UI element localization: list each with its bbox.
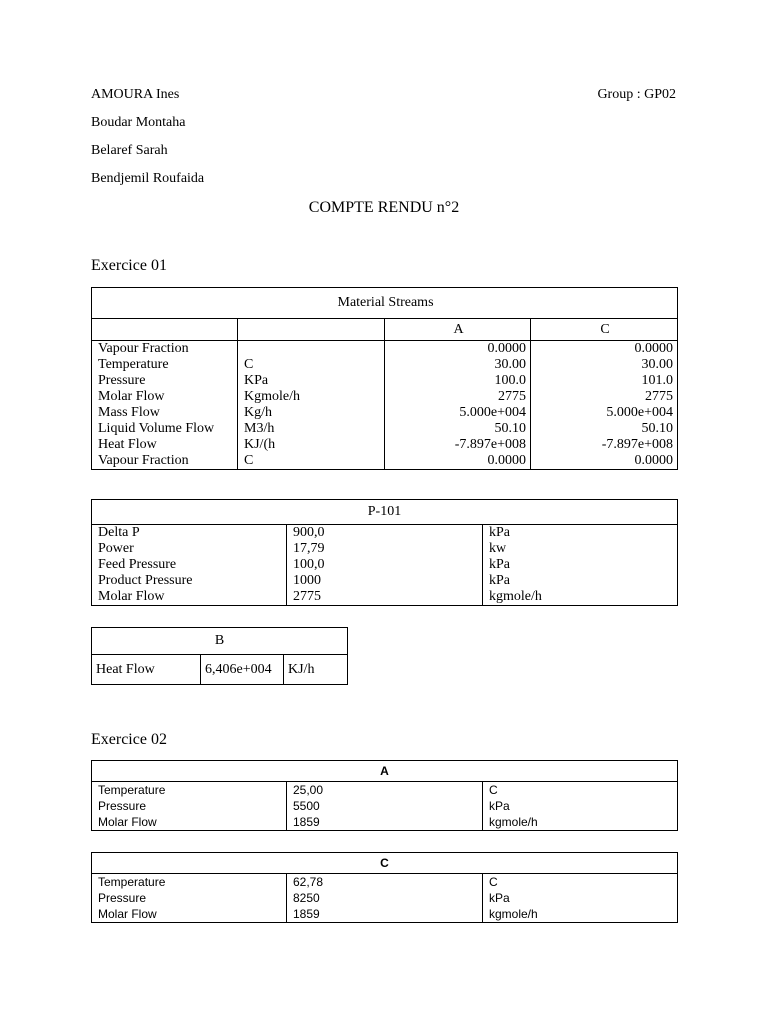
table-cell: C — [238, 453, 385, 470]
table-cell: 5.000e+004 — [385, 405, 531, 421]
table-row — [92, 453, 678, 470]
table-cell: C — [483, 782, 678, 799]
table-cell: kPa — [483, 890, 678, 906]
table-cell: 25,00 — [287, 782, 483, 799]
table-cell: Kgmole/h — [238, 389, 385, 405]
empty-cell — [238, 319, 385, 341]
stream-a-table — [91, 760, 678, 831]
table-cell: 2775 — [531, 389, 678, 405]
stream-c-table — [91, 852, 678, 923]
group-label: Group : GP02 — [597, 87, 676, 102]
table-cell: Vapour Fraction — [92, 453, 238, 470]
table-title: Material Streams — [92, 288, 678, 319]
table-cell: Delta P — [92, 525, 287, 542]
table-cell: KJ/(h — [238, 437, 385, 453]
document-title: COMPTE RENDU n°2 — [308, 199, 460, 216]
exercise-heading: Exercice 02 — [91, 731, 167, 748]
table-row — [92, 525, 678, 542]
table-cell: Temperature — [92, 874, 287, 891]
table-cell: kw — [483, 541, 678, 557]
table-cell: 30.00 — [531, 357, 678, 373]
table-cell: 100,0 — [287, 557, 483, 573]
author-name: Bendjemil Roufaida — [91, 171, 205, 186]
table-cell: 101.0 — [531, 373, 678, 389]
table-cell: 5500 — [287, 798, 483, 814]
table-cell: 100.0 — [385, 373, 531, 389]
table-cell: Molar Flow — [92, 814, 287, 831]
table-cell: 0.0000 — [385, 341, 531, 358]
table-row — [92, 814, 678, 831]
exercise-heading: Exercice 01 — [91, 257, 167, 274]
table-row — [92, 341, 678, 358]
table-row — [92, 541, 678, 557]
table-row — [92, 357, 678, 373]
table-cell: Pressure — [92, 798, 287, 814]
table-row — [92, 573, 678, 589]
table-cell: Pressure — [92, 373, 238, 389]
table-row — [92, 389, 678, 405]
column-header-a: A — [385, 319, 531, 341]
table-cell: Molar Flow — [92, 589, 287, 606]
table-cell: M3/h — [238, 421, 385, 437]
table-cell: Kg/h — [238, 405, 385, 421]
table-cell: KPa — [238, 373, 385, 389]
table-cell: Pressure — [92, 890, 287, 906]
table-cell: C — [483, 874, 678, 891]
table-cell: 900,0 — [287, 525, 483, 542]
table-row — [92, 373, 678, 389]
table-cell: 2775 — [385, 389, 531, 405]
table-cell: Temperature — [92, 782, 287, 799]
table-cell: 62,78 — [287, 874, 483, 891]
table-title: B — [92, 628, 348, 655]
b-unit: KJ/h — [284, 655, 348, 685]
table-cell: Mass Flow — [92, 405, 238, 421]
table-cell: 1000 — [287, 573, 483, 589]
table-cell: Vapour Fraction — [92, 341, 238, 358]
table-row — [92, 782, 678, 799]
table-cell: Temperature — [92, 357, 238, 373]
table-cell: kPa — [483, 798, 678, 814]
table-row — [92, 874, 678, 891]
table-cell: 8250 — [287, 890, 483, 906]
table-cell: kPa — [483, 557, 678, 573]
author-name: Boudar Montaha — [91, 115, 186, 130]
table-cell: 50.10 — [531, 421, 678, 437]
material-streams-table — [91, 287, 678, 470]
table-row — [92, 405, 678, 421]
table-cell: 50.10 — [385, 421, 531, 437]
empty-cell — [92, 319, 238, 341]
table-title: P-101 — [92, 500, 678, 525]
b-value: 6,406e+004 — [201, 655, 284, 685]
table-cell: -7.897e+008 — [531, 437, 678, 453]
table-title: C — [92, 853, 678, 874]
table-cell: 1859 — [287, 906, 483, 923]
table-cell: 0.0000 — [531, 453, 678, 470]
table-row — [92, 437, 678, 453]
table-cell: Liquid Volume Flow — [92, 421, 238, 437]
author-name: AMOURA Ines — [91, 87, 180, 102]
table-cell: 17,79 — [287, 541, 483, 557]
author-name: Belaref Sarah — [91, 143, 168, 158]
p101-table — [91, 499, 678, 606]
table-cell: kgmole/h — [483, 814, 678, 831]
table-cell: -7.897e+008 — [385, 437, 531, 453]
table-row — [92, 589, 678, 606]
table-cell: 30.00 — [385, 357, 531, 373]
table-cell: 1859 — [287, 814, 483, 831]
table-row — [92, 906, 678, 923]
table-cell: 0.0000 — [531, 341, 678, 358]
table-cell: kPa — [483, 573, 678, 589]
table-row — [92, 421, 678, 437]
table-cell: kgmole/h — [483, 589, 678, 606]
table-cell — [238, 341, 385, 358]
table-cell: Heat Flow — [92, 437, 238, 453]
table-cell: 5.000e+004 — [531, 405, 678, 421]
table-cell: 2775 — [287, 589, 483, 606]
table-cell: 0.0000 — [385, 453, 531, 470]
table-cell: C — [238, 357, 385, 373]
table-row — [92, 798, 678, 814]
b-label: Heat Flow — [92, 655, 201, 685]
table-title: A — [92, 761, 678, 782]
table-cell: Power — [92, 541, 287, 557]
table-cell: Product Pressure — [92, 573, 287, 589]
table-row — [92, 890, 678, 906]
table-cell: Molar Flow — [92, 906, 287, 923]
table-row — [92, 557, 678, 573]
table-cell: Feed Pressure — [92, 557, 287, 573]
table-cell: kgmole/h — [483, 906, 678, 923]
b-table — [91, 627, 348, 685]
table-cell: Molar Flow — [92, 389, 238, 405]
table-cell: kPa — [483, 525, 678, 542]
column-header-c: C — [531, 319, 678, 341]
